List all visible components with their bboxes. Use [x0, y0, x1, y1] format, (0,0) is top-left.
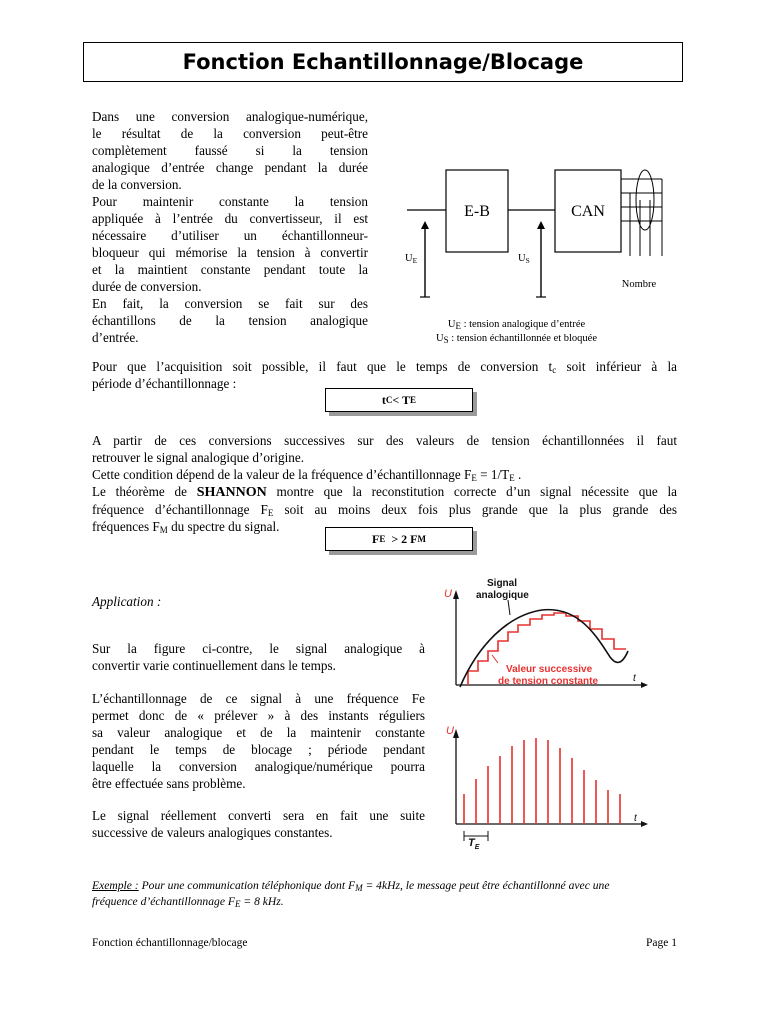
axis-u-label-2: U — [446, 725, 454, 737]
legend-line-1: $U_E$ : tension analogique d’entrée — [447, 319, 586, 331]
text-line: analogique d’entrée change pendant la durée — [92, 160, 368, 175]
intro-paragraph — [92, 108, 368, 346]
page-title: Fonction Echantillonnage/Blocage — [182, 50, 584, 74]
text-line: être effectuée sans problème. — [92, 776, 246, 791]
application-paragraph-1 — [92, 640, 425, 674]
text-line: nécessaire d’utiliser un échantillonneur- — [92, 228, 368, 243]
shannon-paragraph: A partir de ces conversions successives sur des valeurs de tension échantillonnées il faut retrouver le signal analogique d’origine. Cette condition dépend de la valeur de la fréquence d’échantillonnage $F_E = 1/T_E$ . Le théorème de SHANNON montre que la reconstitution correcte d’un signal nécessite que la fréquence d’échantillonnage $F_E$ soit au moins deux fois plus grande que la plus grande des fréquences $F_M$ du spectre du signal. — [92, 433, 678, 535]
steps-label-1: Valeur successive — [506, 664, 593, 675]
application-heading: Application : — [92, 594, 162, 609]
text-line: le résultat de la conversion peut-être — [92, 126, 368, 141]
example-note: Exemple : Pour une communication téléphonique dont $F_M = 4kHz$, le message peut être échantillonné avec une fréquence d’échantillonnage $F_E = 8$ kHz. — [92, 879, 610, 909]
signal-label-1: Signal — [487, 578, 518, 589]
axis-u-label: U — [444, 588, 452, 600]
can-label: CAN — [571, 203, 605, 220]
axis-t-label: t — [633, 673, 636, 684]
axis-t-label-2: t — [634, 813, 637, 824]
text-line: permet donc de « prélever » à des instants réguliers — [92, 708, 425, 723]
formula-fe-fm: F E > 2 F M — [325, 527, 473, 551]
eb-label: E-B — [464, 203, 490, 220]
formula-tc-te: t C < T E — [325, 388, 473, 412]
steps-label-2: de tension constante — [498, 676, 599, 687]
text-line: durée de conversion. — [92, 279, 202, 294]
text-line: de la conversion. — [92, 177, 182, 192]
text-line: et la maintient constante pendant toute la — [92, 262, 368, 277]
diagram-legend — [400, 318, 633, 346]
text-line: convertir varie continuellement dans le temps. — [92, 658, 336, 673]
te-label: $T_E$ — [468, 837, 480, 851]
application-paragraph-3 — [92, 807, 425, 841]
text-line: échantillons de la tension analogique — [92, 313, 368, 328]
footer-page-number: Page 1 — [646, 937, 677, 949]
text-line: laquelle la conversion analogique/numérique pourra — [92, 759, 425, 774]
text-line: Sur la figure ci-contre, le signal analogique à — [92, 641, 425, 656]
sample-bars — [464, 738, 620, 824]
output-label: Nombre — [621, 279, 657, 290]
signal-label-2: analogique — [476, 590, 529, 601]
us-label: US — [518, 253, 530, 265]
text-line: En fait, la conversion se fait sur des — [92, 296, 368, 311]
footer-left: Fonction échantillonnage/blocage — [92, 937, 248, 949]
acquisition-paragraph: Pour que l’acquisition soit possible, il faut que le temps de conversion $t_c$ soit inférieur à la période d’échantillonnage : — [92, 359, 677, 391]
text-line: Le signal réellement converti sera en fait une suite — [92, 808, 425, 823]
text-line: Dans une conversion analogique-numérique, — [92, 109, 368, 124]
text-line: pendant le temps de blocage ; période pendant — [92, 742, 425, 757]
text-line: sa valeur analogique et de la maintenir constante — [92, 725, 425, 740]
text-line: appliquée à l’entrée du convertisseur, il est — [92, 211, 368, 226]
sampling-figure — [438, 575, 648, 700]
legend-line-2: $U_S$ : tension échantillonnée et bloquée — [435, 333, 598, 345]
text-line: Pour maintenir constante la tension — [92, 194, 368, 209]
title-box — [83, 42, 683, 82]
text-line: d’entrée. — [92, 330, 139, 345]
text-line: L’échantillonnage de ce signal à une fréquence Fe — [92, 691, 425, 706]
text-line: complètement faussé si la tension — [92, 143, 368, 158]
text-line: bloqueur qui mémorise la tension à convertir — [92, 245, 368, 260]
application-paragraph-2 — [92, 690, 425, 792]
ue-label: UE — [405, 253, 418, 265]
text-line: successive de valeurs analogiques constantes. — [92, 825, 333, 840]
samples-figure — [438, 718, 648, 858]
